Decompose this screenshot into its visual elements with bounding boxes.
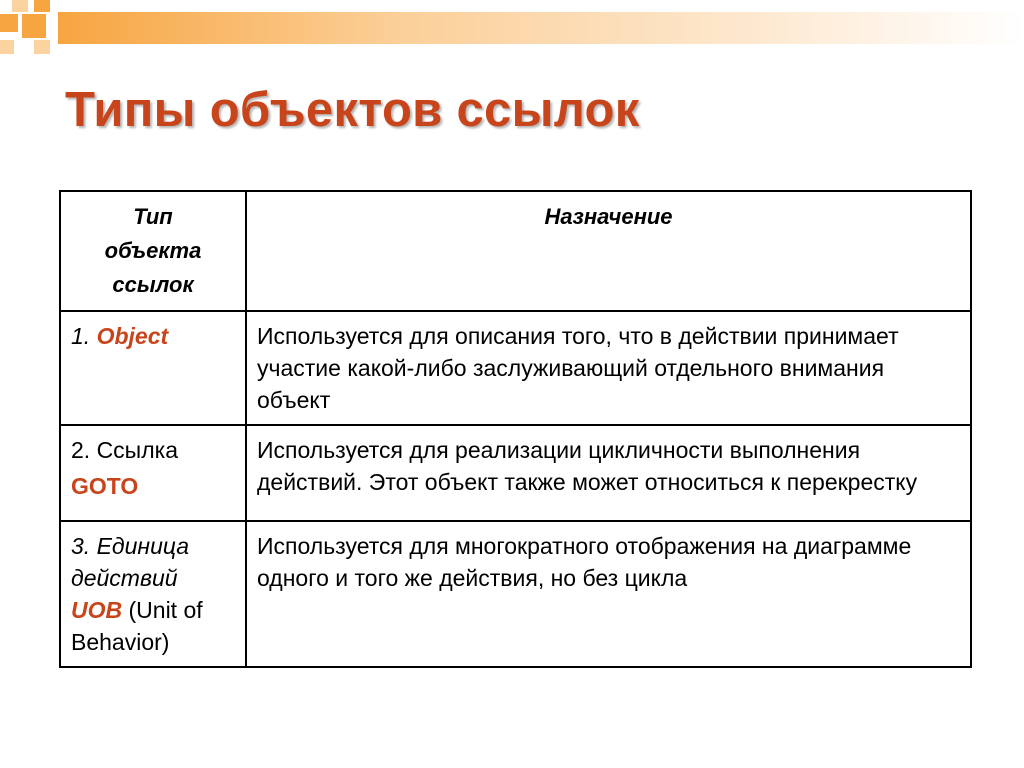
purpose-cell: Используется для многократного отображения на диаграмме одного и того же действия, но без цикла — [246, 521, 971, 667]
deco-square — [34, 40, 50, 54]
header-type-line: объекта — [104, 238, 202, 263]
table-row — [60, 311, 971, 425]
header-purpose-cell: Назначение — [246, 191, 971, 311]
title-gradient-bar — [58, 12, 1024, 44]
deco-square — [0, 40, 14, 54]
purpose-cell: Используется для реализации цикличности выполнения действий. Этот объект также может относиться к перекрестку — [246, 425, 971, 521]
deco-square — [34, 0, 50, 12]
deco-square — [0, 14, 18, 32]
purpose-cell: Используется для описания того, что в действии принимает участие какой-либо заслуживающий отдельного внимания объект — [246, 311, 971, 425]
type-prefix: 3. Единица действий — [71, 533, 190, 591]
deco-square — [22, 14, 46, 38]
deco-square — [12, 0, 28, 12]
type-cell — [60, 521, 246, 667]
slide-title: Типы объектов ссылок — [65, 83, 640, 137]
type-name: GOTO — [71, 473, 139, 499]
type-prefix: 1. — [71, 323, 97, 349]
header-type-line: Тип — [133, 204, 173, 229]
type-suffix: (Unit of Behavior) — [71, 597, 203, 655]
header-type-line: ссылок — [112, 272, 194, 297]
type-prefix: 2. Ссылка — [71, 437, 178, 463]
table-row — [60, 425, 971, 521]
header-type-cell — [60, 191, 246, 311]
reference-types-table — [59, 190, 972, 668]
type-cell — [60, 425, 246, 521]
type-cell — [60, 311, 246, 425]
type-name: Object — [96, 323, 169, 349]
type-name: UOB — [71, 597, 123, 623]
table-row — [60, 521, 971, 667]
table-header-row — [60, 191, 971, 311]
